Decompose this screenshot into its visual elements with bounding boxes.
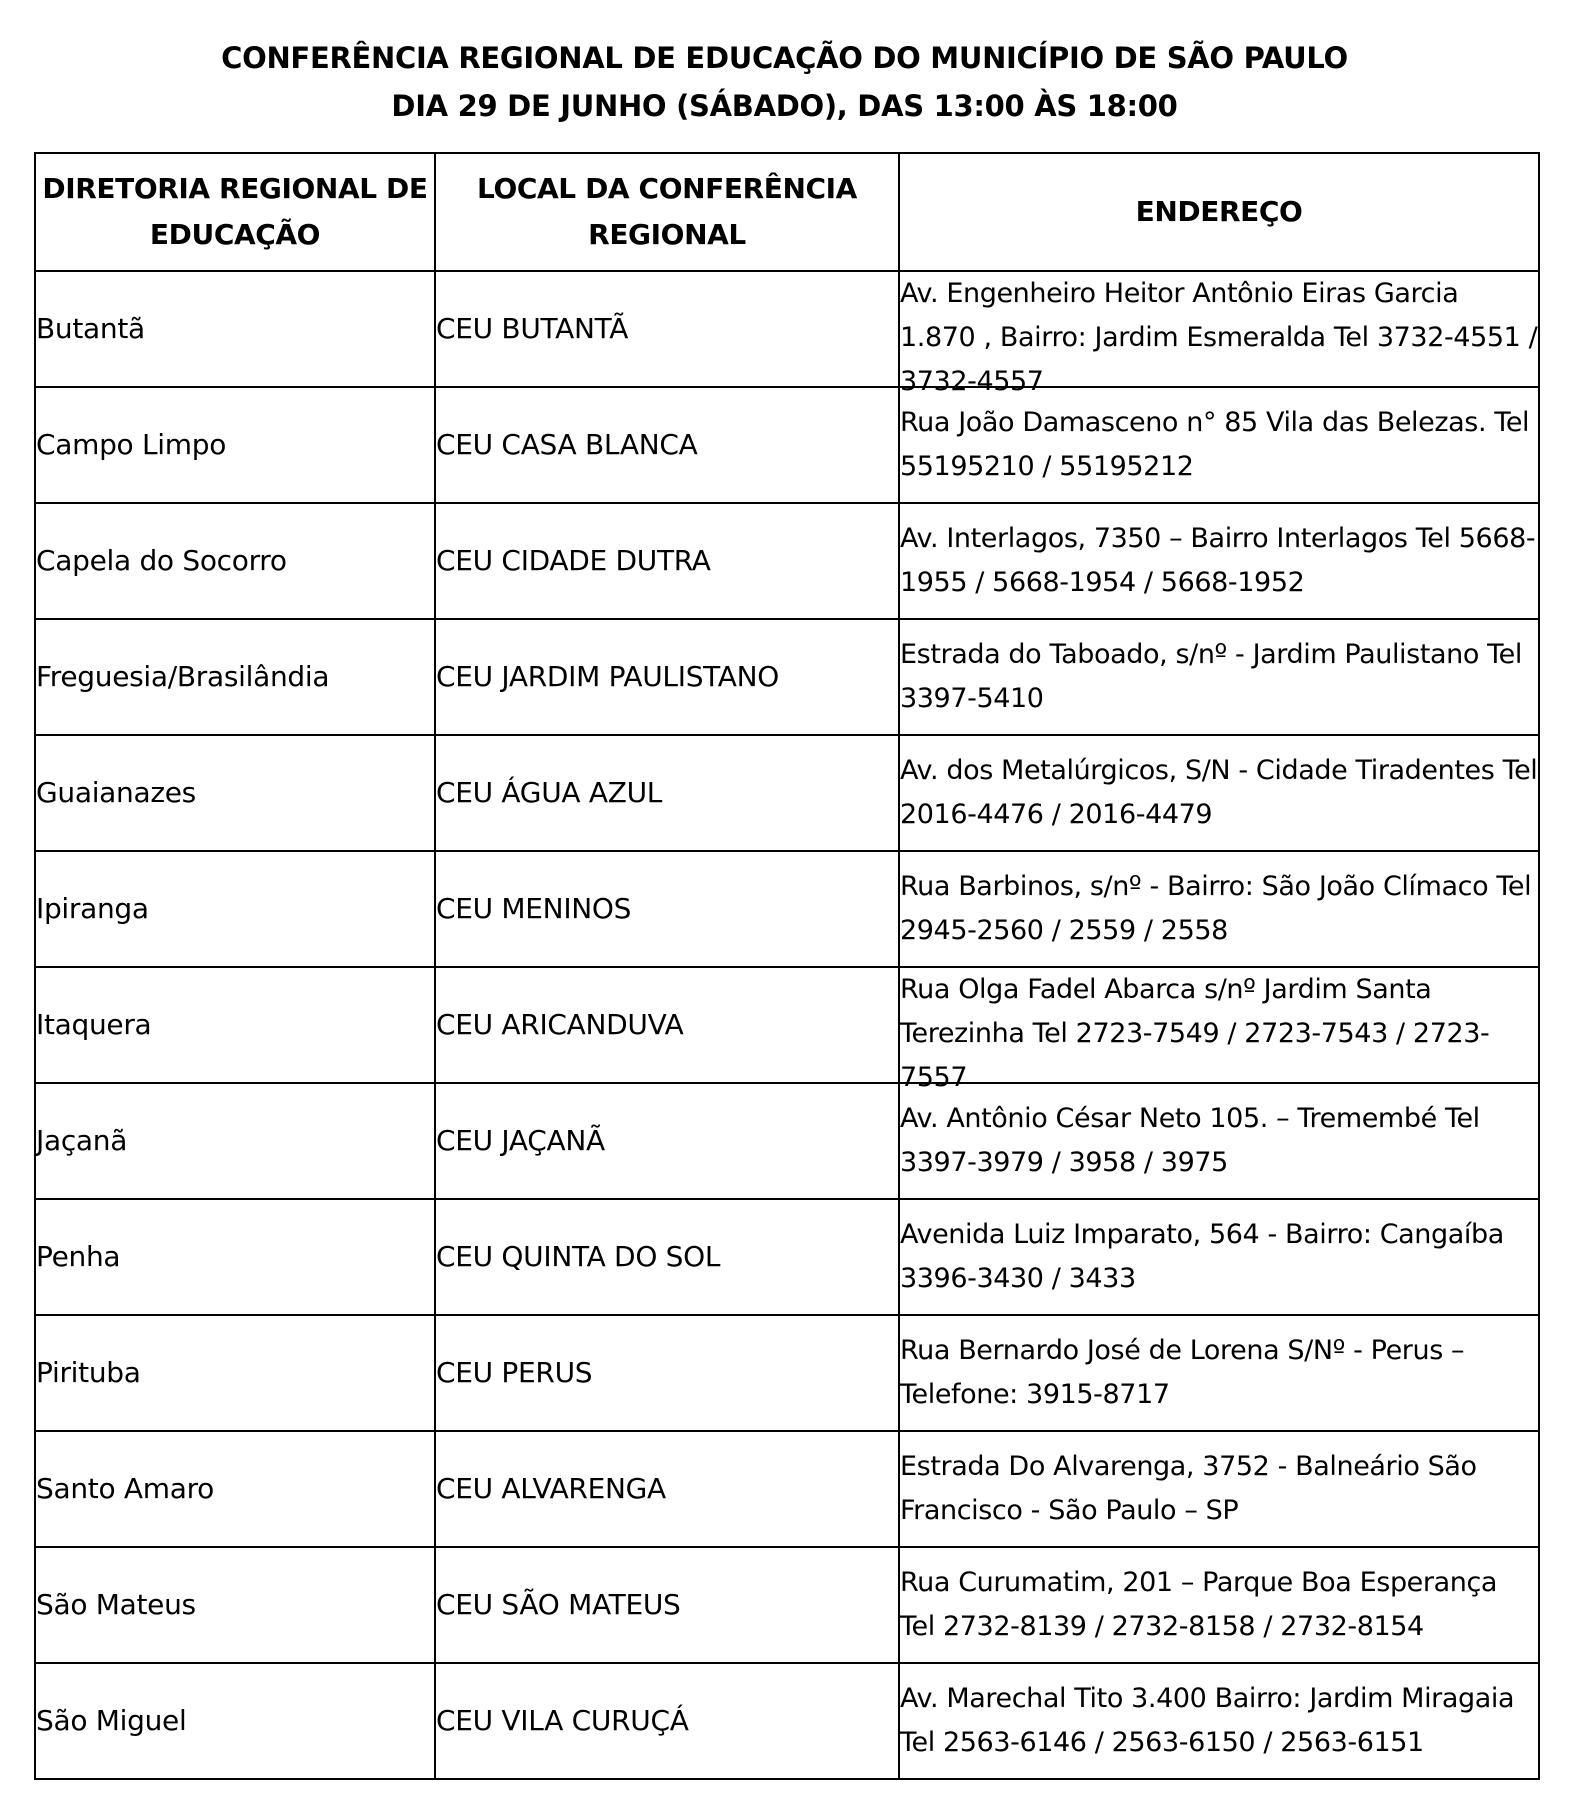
table-header [35, 153, 1539, 271]
table-body [35, 271, 1539, 1779]
cell-endereco [899, 1431, 1539, 1547]
address-text: Rua Curumatim, 201 – Parque Boa Esperança Tel 2732-8139 / 2732-8158 / 2732-8154 [900, 1567, 1498, 1642]
table-row [35, 271, 1539, 387]
cell-diretoria: Penha [35, 1199, 435, 1315]
cell-diretoria: Jaçanã [35, 1083, 435, 1199]
table-row [35, 1431, 1539, 1547]
cell-diretoria: Campo Limpo [35, 387, 435, 503]
cell-local: CEU QUINTA DO SOL [435, 1199, 899, 1315]
cell-endereco [899, 1547, 1539, 1663]
table-row [35, 1315, 1539, 1431]
column-header-local: LOCAL DA CONFERÊNCIA REGIONAL [435, 153, 899, 271]
column-header-endereco: ENDEREÇO [899, 153, 1539, 271]
address-text: Av. Marechal Tito 3.400 Bairro: Jardim Miragaia Tel 2563-6146 / 2563-6150 / 2563-6151 [900, 1683, 1515, 1758]
cell-endereco [899, 1663, 1539, 1779]
address-text: Av. dos Metalúrgicos, S/N - Cidade Tiradentes Tel 2016-4476 / 2016-4479 [900, 755, 1538, 830]
cell-local: CEU VILA CURUÇÁ [435, 1663, 899, 1779]
cell-diretoria: Butantã [35, 271, 435, 387]
cell-endereco [899, 271, 1539, 397]
address-text: Avenida Luiz Imparato, 564 - Bairro: Cangaíba 3396-3430 / 3433 [900, 1219, 1504, 1294]
cell-local: CEU BUTANTÃ [435, 271, 899, 387]
address-text: Av. Interlagos, 7350 – Bairro Interlagos Tel 5668-1955 / 5668-1954 / 5668-1952 [900, 523, 1536, 598]
cell-local: CEU CIDADE DUTRA [435, 503, 899, 619]
address-text: Av. Antônio César Neto 105. – Tremembé Tel 3397-3979 / 3958 / 3975 [900, 1103, 1480, 1178]
cell-diretoria: Capela do Socorro [35, 503, 435, 619]
cell-local: CEU MENINOS [435, 851, 899, 967]
table-row [35, 619, 1539, 735]
cell-diretoria: São Miguel [35, 1663, 435, 1779]
cell-endereco [899, 851, 1539, 967]
table-row [35, 1199, 1539, 1315]
cell-endereco [899, 1083, 1539, 1199]
cell-endereco [899, 387, 1539, 503]
cell-endereco [899, 619, 1539, 735]
address-text: Estrada do Taboado, s/nº - Jardim Paulistano Tel 3397-5410 [900, 639, 1522, 714]
address-text: Rua Barbinos, s/nº - Bairro: São João Clímaco Tel 2945-2560 / 2559 / 2558 [900, 871, 1532, 946]
address-text: Rua Olga Fadel Abarca s/nº Jardim Santa Terezinha Tel 2723-7549 / 2723-7543 / 2723-7557 [900, 974, 1490, 1093]
table-row [35, 851, 1539, 967]
table-row [35, 387, 1539, 503]
cell-diretoria: Itaquera [35, 967, 435, 1083]
conference-locations-table [34, 152, 1540, 1780]
cell-diretoria: Ipiranga [35, 851, 435, 967]
table-header-row [35, 153, 1539, 271]
cell-diretoria: Santo Amaro [35, 1431, 435, 1547]
cell-local: CEU JAÇANÃ [435, 1083, 899, 1199]
address-text: Rua João Damasceno n° 85 Vila das Belezas. Tel 55195210 / 55195212 [900, 407, 1530, 482]
title-line-2: DIA 29 DE JUNHO (SÁBADO), DAS 13:00 ÀS 18:00 [391, 89, 1178, 123]
cell-diretoria: Freguesia/Brasilândia [35, 619, 435, 735]
column-header-diretoria: DIRETORIA REGIONAL DE EDUCAÇÃO [35, 153, 435, 271]
cell-endereco [899, 503, 1539, 619]
table-row [35, 1663, 1539, 1779]
cell-endereco [899, 1315, 1539, 1431]
cell-local: CEU PERUS [435, 1315, 899, 1431]
table-row [35, 1547, 1539, 1663]
table-row [35, 1083, 1539, 1199]
table-row [35, 735, 1539, 851]
cell-endereco [899, 1199, 1539, 1315]
cell-local: CEU CASA BLANCA [435, 387, 899, 503]
address-text: Av. Engenheiro Heitor Antônio Eiras Garcia 1.870 , Bairro: Jardim Esmeralda Tel 3732-4551 / 3732-4557 [900, 278, 1538, 397]
title-line-1: CONFERÊNCIA REGIONAL DE EDUCAÇÃO DO MUNICÍPIO DE SÃO PAULO [221, 41, 1348, 75]
address-text: Estrada Do Alvarenga, 3752 - Balneário São Francisco - São Paulo – SP [900, 1451, 1477, 1526]
cell-endereco [899, 967, 1539, 1093]
cell-endereco [899, 735, 1539, 851]
document-title [0, 34, 1569, 130]
cell-diretoria: Guaianazes [35, 735, 435, 851]
cell-local: CEU ÁGUA AZUL [435, 735, 899, 851]
cell-diretoria: Pirituba [35, 1315, 435, 1431]
table-row [35, 967, 1539, 1083]
cell-local: CEU ALVARENGA [435, 1431, 899, 1547]
cell-diretoria: São Mateus [35, 1547, 435, 1663]
address-text: Rua Bernardo José de Lorena S/Nº - Perus – Telefone: 3915-8717 [900, 1335, 1465, 1410]
table-row [35, 503, 1539, 619]
cell-local: CEU SÃO MATEUS [435, 1547, 899, 1663]
cell-local: CEU JARDIM PAULISTANO [435, 619, 899, 735]
cell-local: CEU ARICANDUVA [435, 967, 899, 1083]
